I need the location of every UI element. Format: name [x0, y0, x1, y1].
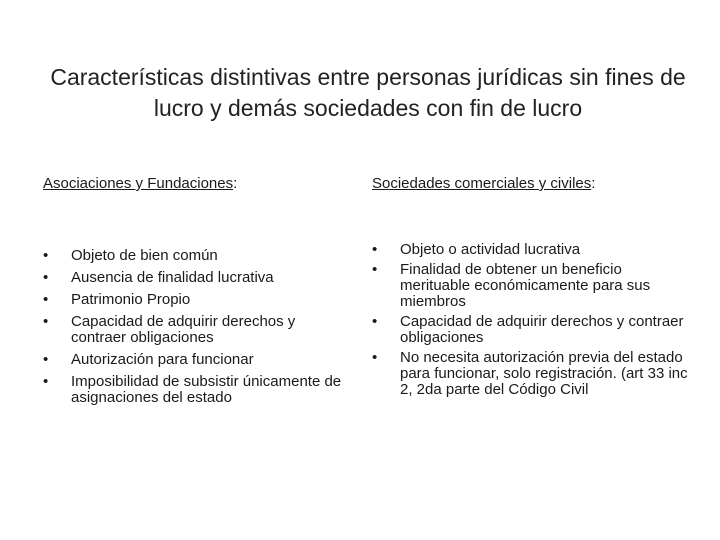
bullet-glyph: •: [372, 261, 378, 278]
left-bullet-list: [43, 248, 353, 406]
right-heading-colon: :: [591, 175, 596, 192]
bullet-glyph: •: [43, 373, 49, 390]
list-item-text: Autorización para funcionar: [71, 351, 254, 368]
right-column: [372, 174, 692, 402]
bullet-glyph: •: [372, 349, 378, 366]
list-item: [372, 262, 692, 310]
left-heading-text: Asociaciones y Fundaciones: [43, 175, 234, 192]
list-item: [372, 314, 692, 346]
list-item: [372, 242, 692, 258]
list-item: [43, 314, 353, 346]
bullet-glyph: •: [43, 291, 49, 308]
list-item-text: Capacidad de adquirir derechos y contraer obligaciones: [71, 313, 296, 346]
left-column-heading: [43, 174, 353, 194]
list-item-text: Finalidad de obtener un beneficio merituable económicamente para sus miembros: [400, 261, 651, 310]
list-item-text: Capacidad de adquirir derechos y contraer obligaciones: [400, 313, 684, 346]
slide-title: Características distintivas entre personas jurídicas sin fines de lucro y demás sociedades con fin de lucro: [50, 64, 686, 121]
list-item-text: Objeto o actividad lucrativa: [400, 241, 581, 258]
bullet-glyph: •: [43, 269, 49, 286]
list-item: [43, 352, 353, 368]
bullet-glyph: •: [372, 241, 378, 258]
list-item-text: No necesita autorización previa del estado para funcionar, solo registración. (art 33 inc 2, 2da parte del Código Civil: [400, 349, 688, 398]
list-item: [43, 292, 353, 308]
list-item: [43, 248, 353, 264]
list-item-text: Objeto de bien común: [71, 247, 218, 264]
left-heading-colon: :: [233, 175, 238, 192]
bullet-glyph: •: [43, 351, 49, 368]
list-item: [43, 270, 353, 286]
right-heading-text: Sociedades comerciales y civiles: [372, 175, 592, 192]
bullet-glyph: •: [372, 313, 378, 330]
left-column: [43, 174, 353, 412]
list-item-text: Imposibilidad de subsistir únicamente de asignaciones del estado: [71, 373, 342, 406]
list-item-text: Ausencia de finalidad lucrativa: [71, 269, 274, 286]
right-bullet-list: [372, 242, 692, 398]
list-item-text: Patrimonio Propio: [71, 291, 191, 308]
list-item: [43, 374, 353, 406]
bullet-glyph: •: [43, 247, 49, 264]
right-column-heading: [372, 174, 692, 194]
list-item: [372, 350, 692, 398]
bullet-glyph: •: [43, 313, 49, 330]
